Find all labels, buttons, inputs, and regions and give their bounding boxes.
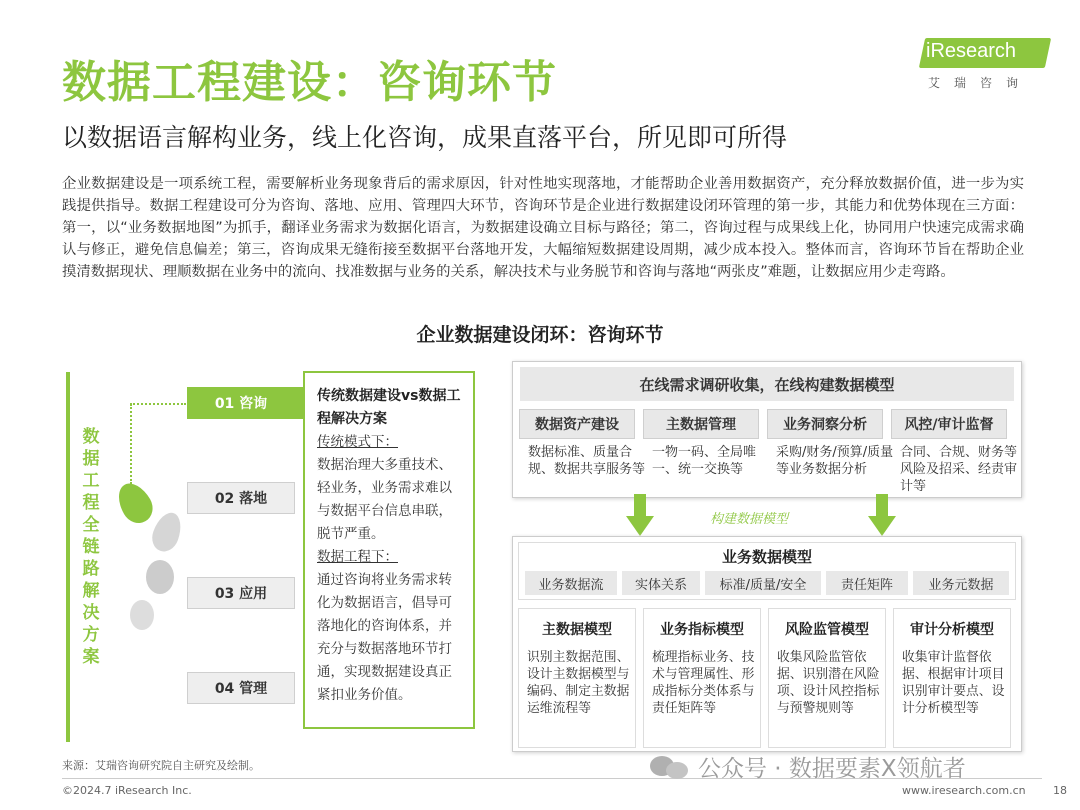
page-title: 数据工程建设：咨询环节 [62, 57, 557, 108]
logo-cn: 艾瑞咨询 [928, 76, 1033, 90]
leaf-green-icon [112, 477, 159, 528]
arrow-down-icon [868, 494, 896, 536]
engineering-label: 数据工程下： [317, 549, 398, 565]
iresearch-logo [918, 38, 1050, 94]
leaf-grey-icon [148, 509, 186, 555]
model-card-title: 审计分析模型 [910, 622, 994, 638]
watermark [650, 750, 966, 783]
model-card-desc: 收集风险监管依据、识别潜在风险项、设计风控指标与预警规则等 [777, 650, 880, 716]
model-tag: 标准/质量/安全 [705, 571, 821, 595]
category-desc: 采购/财务/预算/质量等业务数据分析 [776, 445, 894, 477]
model-card-title: 主数据模型 [542, 622, 612, 638]
side-label: 数据工程全链路解决方案 [82, 427, 100, 667]
step-consulting: 01 咨询 [187, 387, 295, 419]
step-management: 04 管理 [187, 672, 295, 704]
comparison-title: 传统数据建设vs数据工程解决方案 [317, 388, 461, 427]
model-card [893, 608, 1011, 748]
category-desc: 数据标准、质量合规、数据共享服务等 [528, 445, 646, 477]
leaf-grey-icon [130, 600, 154, 630]
website-link[interactable]: www.iresearch.com.cn [902, 784, 1026, 797]
category-desc: 一物一码、全局唯一、统一交换等 [652, 445, 757, 477]
model-tag: 实体关系 [622, 571, 700, 595]
business-model-title: 业务数据模型 [721, 548, 812, 566]
model-card-desc: 识别主数据范围、设计主数据模型与编码、制定主数据运维流程等 [527, 650, 630, 716]
engineering-text: 通过咨询将业务需求转化为数据语言，倡导可落地化的咨询体系，并充分与数据落地环节打通，实现数据建设真正紧扣业务价值。 [317, 572, 452, 703]
intro-paragraph: 企业数据建设是一项系统工程，需要解析业务现象背后的需求原因，针对性地实现落地，才能帮助企业善用数据资产，充分释放数据价值，进一步为实践提供指导。数据工程建设可分为咨询、落地、应用、管理四大环节，咨询环节是企业进行数据建设闭环管理的第一步，其能力和优势体现在三方面：第一，以“业务数据地图”为抓手，翻译业务需求为数据化语言，为数据建设确立目标与路径；第二，咨询过程与成果线上化，协同用户快速完成需求确认与修正，避免信息偏差；第三，咨询成果无缝衔接至数据平台落地开发，大幅缩短数据建设周期，减少成本投入。整体而言，咨询环节旨在帮助企业摸清数据现状、理顺数据在业务中的流向、找准数据与业务的关系，解决技术与业务脱节和咨询与落地“两张皮”难题，让数据应用少走弯路。 [62, 176, 1024, 280]
side-bar [66, 372, 70, 742]
step-implementation: 02 落地 [187, 482, 295, 514]
page-number: 18 [1053, 784, 1067, 797]
arrow-label: 构建数据模型 [710, 512, 789, 527]
category-title: 主数据管理 [643, 409, 759, 439]
model-tag: 业务数据流 [525, 571, 617, 595]
category-title: 数据资产建设 [519, 409, 635, 439]
model-card-title: 风险监管模型 [785, 622, 869, 638]
model-card [768, 608, 886, 748]
connector-dotted-h [130, 403, 186, 405]
connector-dotted-v [130, 404, 132, 484]
diagram-title: 企业数据建设闭环：咨询环节 [416, 324, 664, 346]
step-application: 03 应用 [187, 577, 295, 609]
traditional-label: 传统模式下： [317, 434, 398, 450]
model-card [643, 608, 761, 748]
watermark-text: 公众号 · 数据要素X领航者 [698, 756, 966, 782]
category-title: 风控/审计监督 [891, 409, 1007, 439]
model-tag: 责任矩阵 [826, 571, 908, 595]
logo-brand: iResearch [926, 40, 1017, 62]
leaf-grey-icon [146, 560, 174, 594]
category-title: 业务洞察分析 [767, 409, 883, 439]
model-tag: 业务元数据 [913, 571, 1009, 595]
model-card [518, 608, 636, 748]
online-research-header: 在线需求调研收集，在线构建数据模型 [520, 367, 1014, 401]
copyright: ©2024.7 iResearch Inc. [62, 784, 192, 797]
model-card-desc: 梳理指标业务、技术与管理属性、形成指标分类体系与责任矩阵等 [652, 650, 755, 716]
category-desc: 合同、合规、财务等风险及招采、经责审计等 [900, 445, 1018, 494]
traditional-text: 数据治理大多重技术、轻业务，业务需求难以与数据平台信息串联，脱节严重。 [317, 457, 452, 542]
wechat-icon [650, 754, 690, 780]
model-card-desc: 收集审计监督依据、根据审计项目识别审计要点、设计分析模型等 [902, 650, 1005, 716]
source-note: 来源：艾瑞咨询研究院自主研究及绘制。 [62, 759, 260, 772]
arrow-down-icon [626, 494, 654, 536]
model-card-title: 业务指标模型 [660, 622, 744, 638]
page-subtitle: 以数据语言解构业务，线上化咨询，成果直落平台，所见即可所得 [62, 123, 788, 152]
comparison-box [303, 371, 475, 729]
